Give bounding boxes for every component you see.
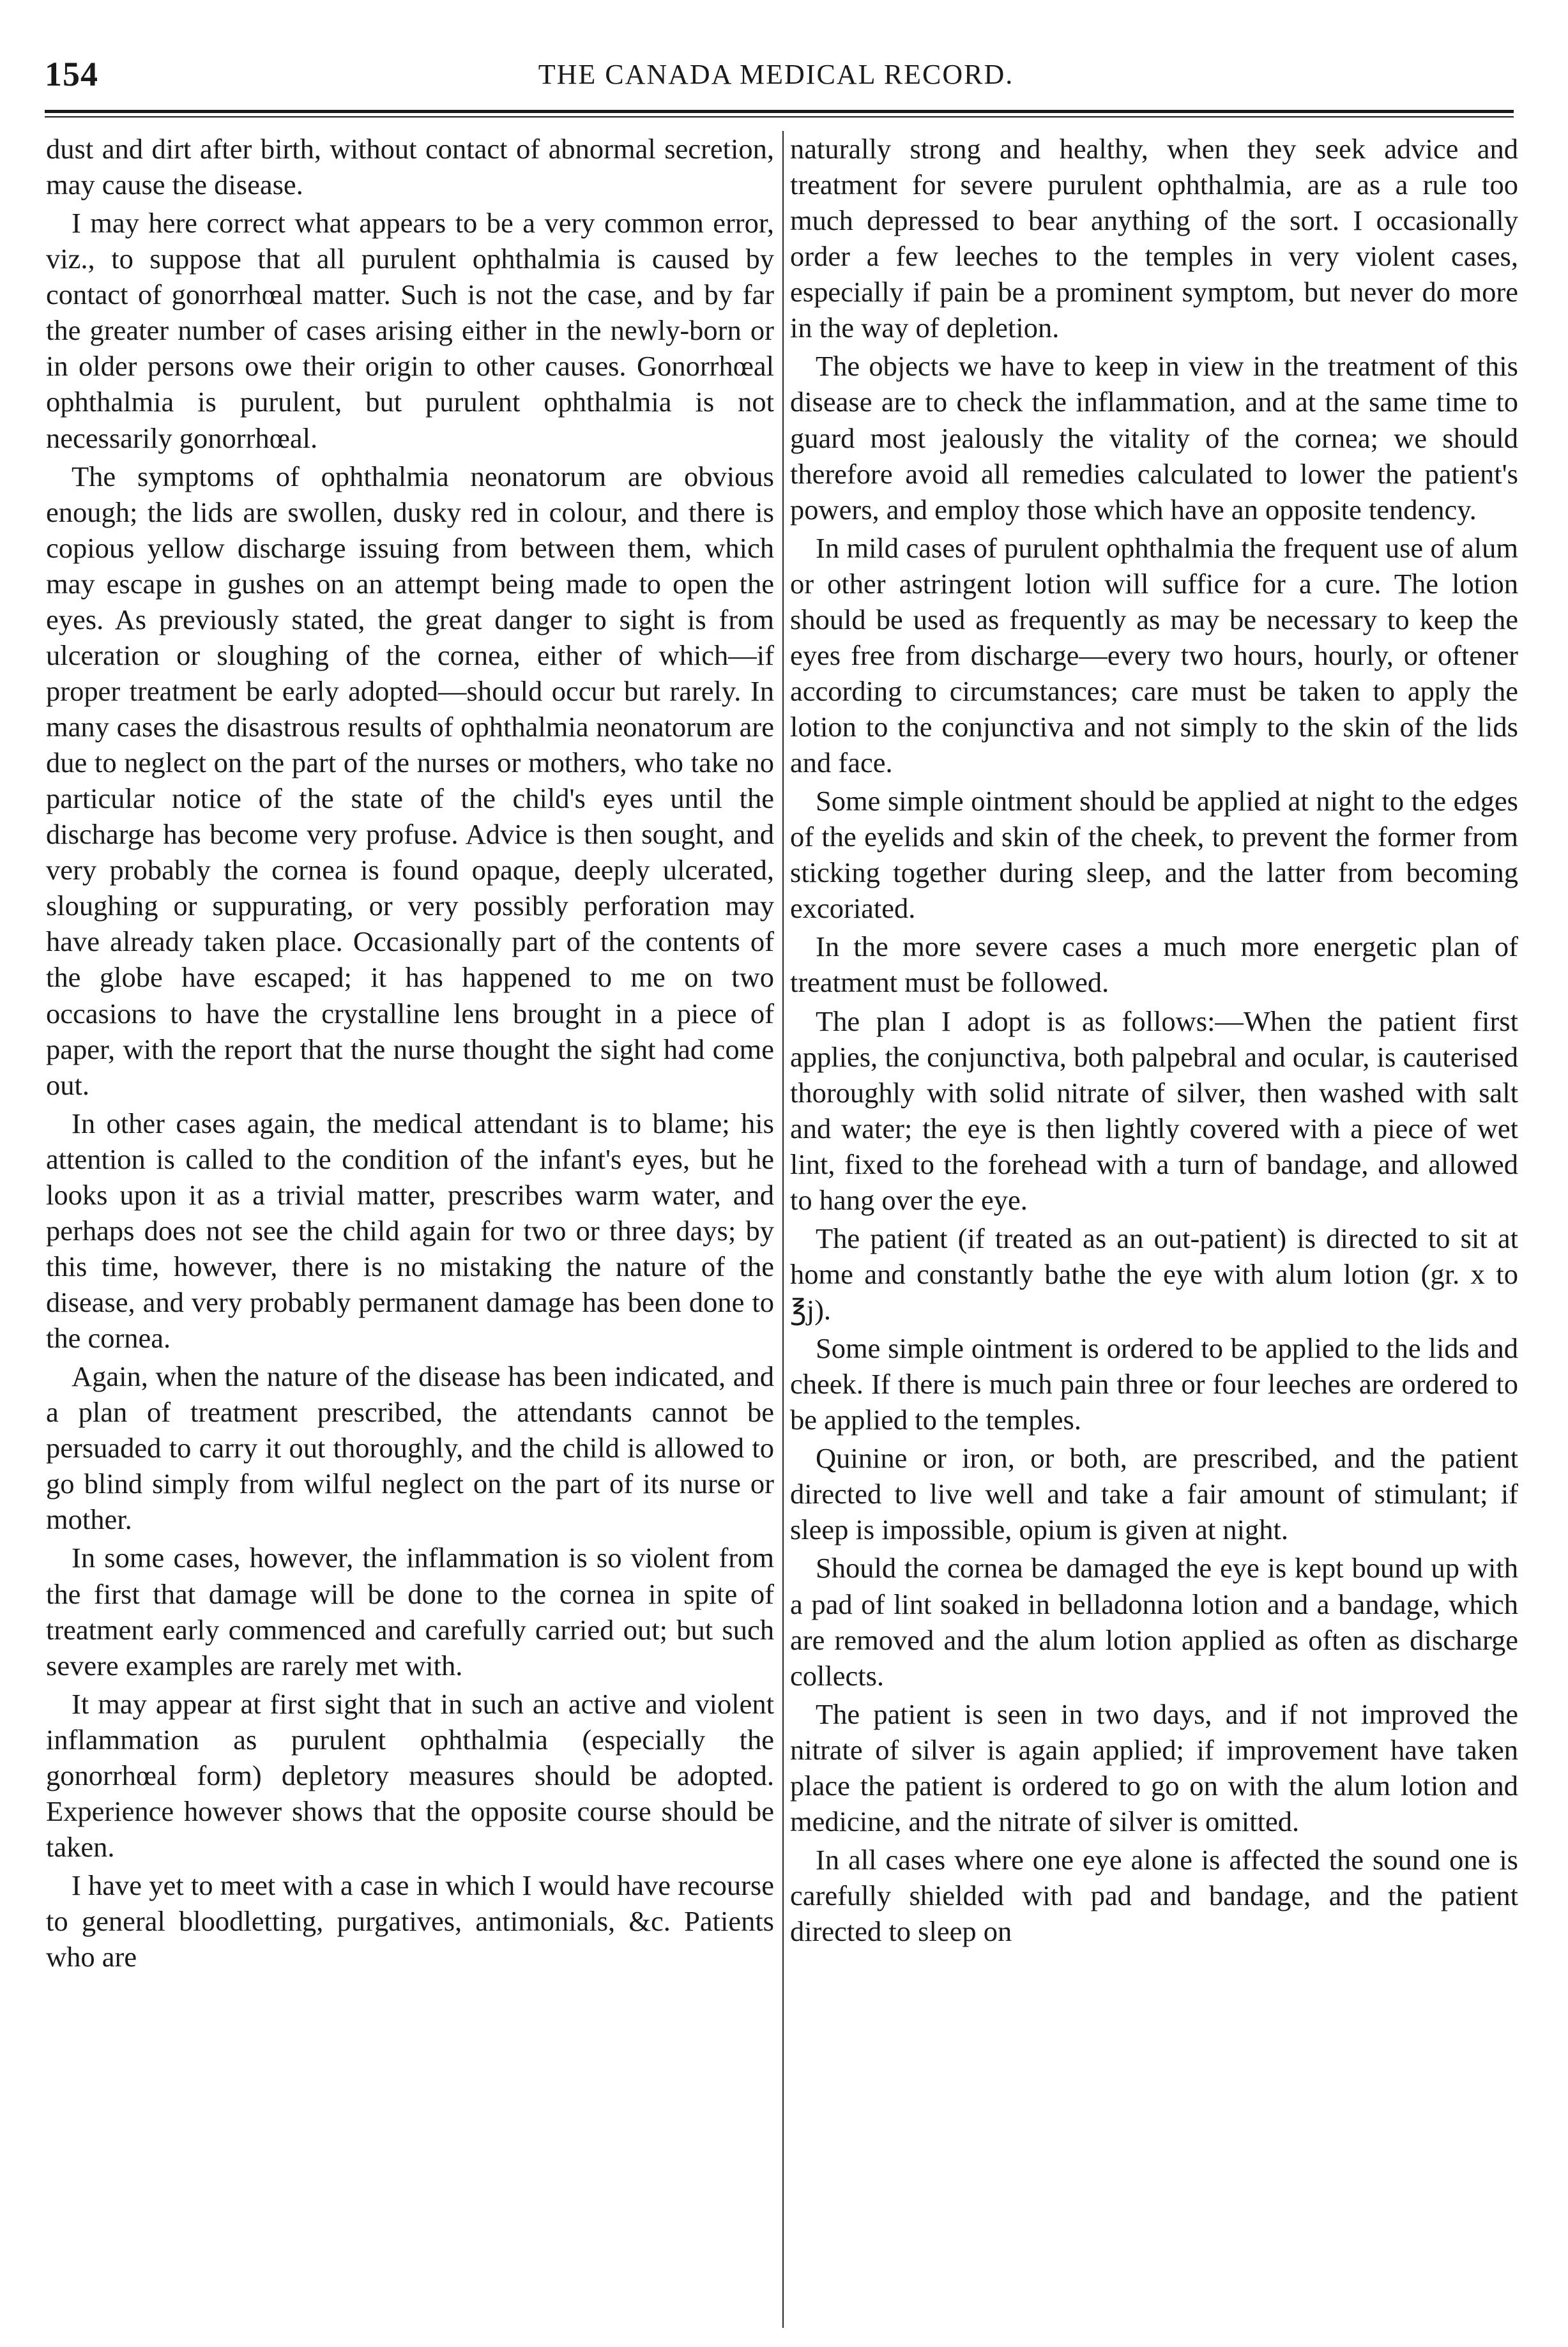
paragraph: Quinine or iron, or both, are prescribed, and the patient directed to live well and take a fair amount of stimulant; if sleep is impossible, opium is given at night. [790, 1442, 1518, 1546]
paragraph: In mild cases of purulent ophthalmia the frequent use of alum or other astringent lotion will suffice for a cure. The lotion should be used as frequently as may be necessary to keep the eyes free from discharge—every two hours, hourly, or oftener according to circumstances; care must be taken to apply the lotion to the conjunctiva and not simply to the skin of the lids and face. [790, 531, 1518, 779]
paragraph: The objects we have to keep in view in the treatment of this disease are to check the inflammation, and at the same time to guard most jealously the vitality of the cornea; we should therefore avoid all remedies calculated to lower the patient's powers, and employ those which have an opposite tendency. [790, 350, 1518, 526]
paragraph: The symptoms of ophthalmia neonatorum are obvious enough; the lids are swollen, dusky red in colour, and there is copious yellow discharge issuing from between them, which may escape in gushes on an attempt being made to open the eyes. As previously stated, the great danger to sight is from ulceration or sloughing of the cornea, either of which—if proper treatment be early adopted—should occur but rarely. In many cases the disastrous results of ophthalmia neonatorum are due to neglect on the part of the nurses or mothers, who take no particular notice of the state of the child's eyes until the discharge has become very profuse. Advice is then sought, and very probably the cornea is found opaque, deeply ulcerated, sloughing or suppurating, or very possibly perforation may have already taken place. Occasionally part of the contents of the globe have escaped; it has happened to me on two occasions to have the crystalline lens brought in a piece of paper, with the report that the nurse thought the sight had come out. [46, 460, 774, 1101]
paragraph: The patient (if treated as an out-patient) is directed to sit at home and constantly bathe the eye with alum lotion (gr. x to ℥j). [790, 1222, 1518, 1326]
paragraph: dust and dirt after birth, without contact of abnormal secretion, may cause the disease. [46, 133, 774, 201]
paragraph: Should the cornea be damaged the eye is kept bound up with a pad of lint soaked in belladonna lotion and a bandage, which are removed and the alum lotion applied as often as discharge collects. [790, 1552, 1518, 1692]
header-rule-thin [45, 116, 1514, 118]
page-number: 154 [45, 55, 98, 93]
page-header [45, 54, 1507, 99]
paragraph: Some simple ointment should be applied at night to the edges of the eyelids and skin of the cheek, to prevent the former from sticking together during sleep, and the latter from becoming excoriated. [790, 785, 1518, 925]
paragraph: It may appear at first sight that in such an active and violent inflammation as purulent ophthalmia (especially the gonorrhœal form) depletory measures should be adopted. Experience however shows that the opposite course should be taken. [46, 1687, 774, 1863]
paragraph: Some simple ointment is ordered to be applied to the lids and cheek. If there is much pain three or four leeches are ordered to be applied to the temples. [790, 1332, 1518, 1436]
left-column [46, 131, 774, 2328]
paragraph: naturally strong and healthy, when they seek advice and treatment for severe purulent ophthalmia, are as a rule too much depressed to bear anything of the sort. I occasionally order a few leeches to the temples in very violent cases, especially if pain be a prominent symptom, but never do more in the way of depletion. [790, 133, 1518, 344]
paragraph: Again, when the nature of the disease has been indicated, and a plan of treatment prescribed, the attendants cannot be persuaded to carry it out thoroughly, and the child is allowed to go blind simply from wilful neglect on the part of its nurse or mother. [46, 1360, 774, 1536]
paragraph: In all cases where one eye alone is affected the sound one is carefully shielded with pad and bandage, and the patient directed to sleep on [790, 1843, 1518, 1948]
paragraph: In some cases, however, the inflammation is so violent from the first that damage will be done to the cornea in spite of treatment early commenced and carefully carried out; but such severe examples are rarely met with. [46, 1542, 774, 1682]
header-rule-thick [45, 110, 1514, 113]
right-column [790, 131, 1518, 2328]
paragraph: In other cases again, the medical attendant is to blame; his attention is called to the condition of the infant's eyes, but he looks upon it as a trivial matter, prescribes warm water, and perhaps does not see the child again for two or three days; by this time, however, there is no mistaking the nature of the disease, and very probably permanent damage has been done to the cornea. [46, 1107, 774, 1355]
paragraph: In the more severe cases a much more energetic plan of treatment must be followed. [790, 930, 1518, 999]
column-divider [782, 131, 784, 2328]
running-title: THE CANADA MEDICAL RECORD. [538, 59, 1014, 90]
paragraph: The plan I adopt is as follows:—When the patient first applies, the conjunctiva, both palpebral and ocular, is cauterised thoroughly with solid nitrate of silver, then washed with salt and water; the eye is then lightly covered with a piece of wet lint, fixed to the forehead with a turn of bandage, and allowed to hang over the eye. [790, 1005, 1518, 1216]
paragraph: I may here correct what appears to be a very common error, viz., to suppose that all purulent ophthalmia is caused by contact of gonorrhœal matter. Such is not the case, and by far the greater number of cases arising either in the newly-born or in older persons owe their origin to other causes. Gonorrhœal ophthalmia is purulent, but purulent ophthalmia is not necessarily gonorrhœal. [46, 207, 774, 454]
paragraph: The patient is seen in two days, and if not improved the nitrate of silver is again applied; if improvement have taken place the patient is ordered to go on with the alum lotion and medicine, and the nitrate of silver is omitted. [790, 1698, 1518, 1837]
paragraph: I have yet to meet with a case in which I would have recourse to general bloodletting, purgatives, antimonials, &c. Patients who are [46, 1869, 774, 1973]
